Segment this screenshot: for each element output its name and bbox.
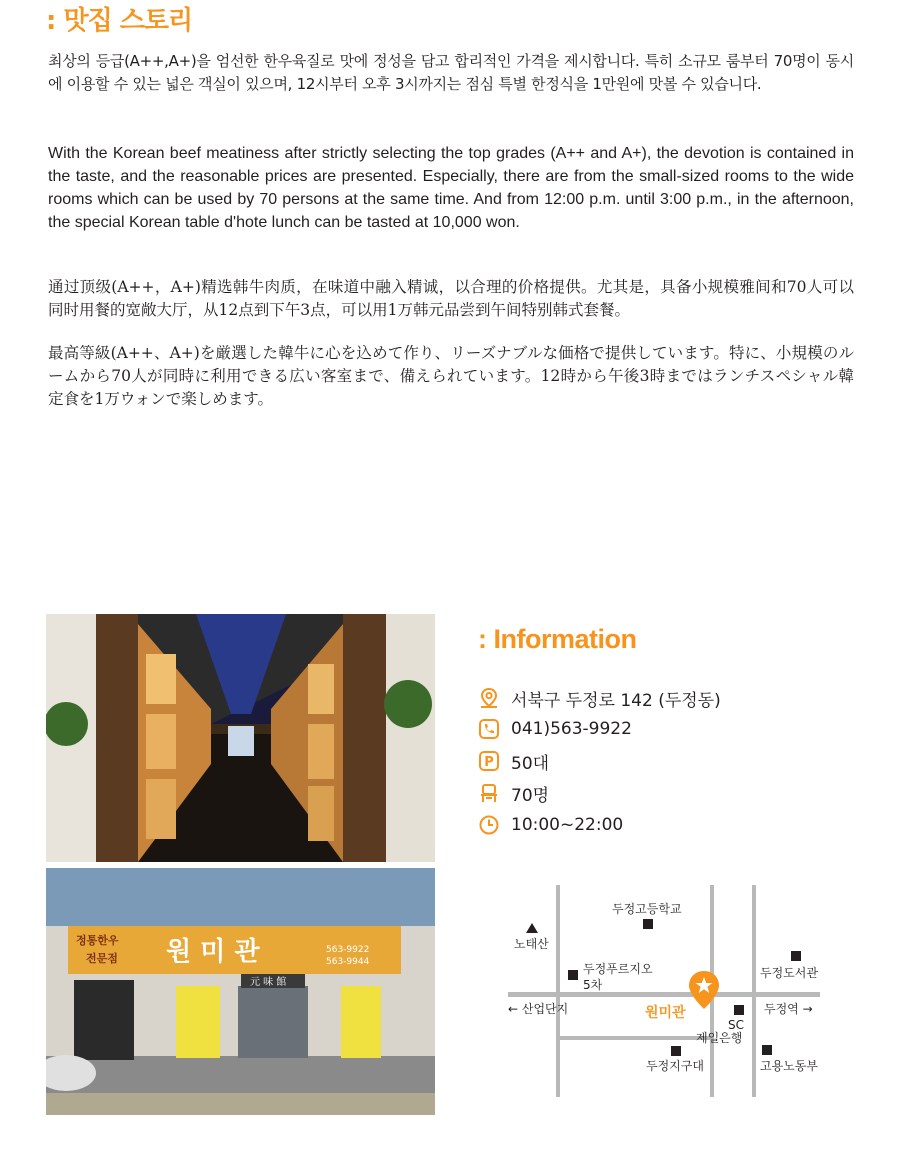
map-label-library: 두정도서관 bbox=[760, 966, 818, 980]
clock-icon bbox=[478, 814, 500, 836]
location-pin-icon bbox=[478, 687, 500, 709]
restaurant-pin-icon bbox=[687, 970, 721, 1014]
info-hours-row bbox=[478, 813, 623, 837]
map-label-district: 두정지구대 bbox=[646, 1059, 704, 1073]
map-marker-office bbox=[762, 1045, 772, 1055]
parking-icon bbox=[478, 750, 500, 772]
storefront-sign-phone-2: 563-9944 bbox=[326, 957, 370, 967]
info-address-row bbox=[478, 686, 721, 710]
info-phone-row bbox=[478, 717, 632, 741]
storefront-hanja-sign: 元 味 館 bbox=[250, 977, 287, 988]
storefront-photo bbox=[46, 868, 435, 1115]
map-label-mountain: 노태산 bbox=[514, 937, 549, 951]
info-title: : Information bbox=[478, 624, 637, 654]
map-label-right-road: 두정역 → bbox=[764, 1002, 813, 1016]
storefront-sign-left-top: 정통한우 bbox=[76, 934, 119, 947]
map-road-right bbox=[752, 885, 756, 1097]
map-road-left bbox=[556, 885, 560, 1097]
info-hours: 10:00~22:00 bbox=[511, 815, 624, 835]
story-chinese: 通过顶级(A++，A+)精选韩牛肉质，在味道中融入精诚，以合理的价格提供。尤其是，具备小规模雅间和70人可以同时用餐的宽敞大厅，从12点到下午3点，可以用1万韩元品尝到午间特别韩式套餐。 bbox=[48, 278, 854, 319]
storefront-sign-left-bottom: 전문점 bbox=[86, 952, 118, 965]
map-label-office: 고용노동부 bbox=[760, 1059, 818, 1073]
info-capacity-row bbox=[478, 781, 549, 805]
storefront-sign-phone-1: 563-9922 bbox=[326, 945, 370, 955]
map-label-apartment-2: 5차 bbox=[583, 978, 603, 992]
story-korean: 최상의 등급(A++,A+)을 엄선한 한우육질로 맛에 정성을 담고 합리적인 가격을 제시합니다. 특히 소규모 룸부터 70명이 동시에 이용할 수 있는 넓은 객실이 있으며, 12시부터 오후 3시까지는 점심 특별 한정식을 1만원에 맛볼 수 있습니다. bbox=[48, 52, 854, 93]
info-capacity: 70명 bbox=[511, 785, 550, 806]
map-label-school: 두정고등학교 bbox=[612, 902, 682, 916]
svg-text:P: P bbox=[484, 755, 494, 770]
corridor-photo bbox=[46, 614, 435, 862]
section-title: : 맛집 스토리 bbox=[46, 6, 193, 36]
map-label-restaurant: 원미관 bbox=[645, 1005, 686, 1021]
map-marker-school bbox=[643, 919, 653, 929]
map-marker-bank bbox=[734, 1005, 744, 1015]
seat-icon bbox=[478, 782, 500, 804]
story-japanese: 最高等級(A++、A+)を厳選した韓牛に心を込めて作り、リーズナブルな価格で提供しています。特に、小規模のルームから70人が同時に利用できる広い客室まで、備えられています。12時から午後3時まではランチスペシャル韓定食を1万ウォンで楽しめます。 bbox=[48, 344, 854, 408]
info-phone: 041)563-9922 bbox=[511, 719, 632, 739]
map-label-apartment-1: 두정푸르지오 bbox=[583, 962, 653, 976]
info-parking-row bbox=[478, 749, 549, 773]
info-address: 서북구 두정로 142 (두정동) bbox=[511, 690, 721, 711]
map-marker-apartment bbox=[568, 970, 578, 980]
map-marker-district bbox=[671, 1046, 681, 1056]
mountain-icon bbox=[526, 923, 538, 933]
map-label-left-road: ← 산업단지 bbox=[508, 1002, 569, 1016]
map-label-bank-2: 제일은행 bbox=[696, 1031, 743, 1045]
map-marker-library bbox=[791, 951, 801, 961]
map-road-main bbox=[508, 992, 820, 997]
phone-icon bbox=[478, 718, 500, 740]
story-english: With the Korean beef meatiness after strictly selecting the top grades (A++ and A+), the devotion is contained in the taste, and the reasonable prices are presented. Especially, there are from the small-sized rooms to the wide rooms which can be used by 70 persons at the same time. And from 12:00 p.m. until 3:00 p.m., in the afternoon, the special Korean table d'hote lunch can be tasted at 10,000 won. bbox=[48, 145, 854, 231]
map-label-bank-1: SC bbox=[728, 1018, 744, 1032]
location-map bbox=[480, 880, 850, 1110]
info-parking: 50대 bbox=[511, 753, 550, 774]
map-road-lower bbox=[560, 1036, 710, 1040]
storefront-sign-main: 원 미 관 bbox=[166, 937, 260, 967]
